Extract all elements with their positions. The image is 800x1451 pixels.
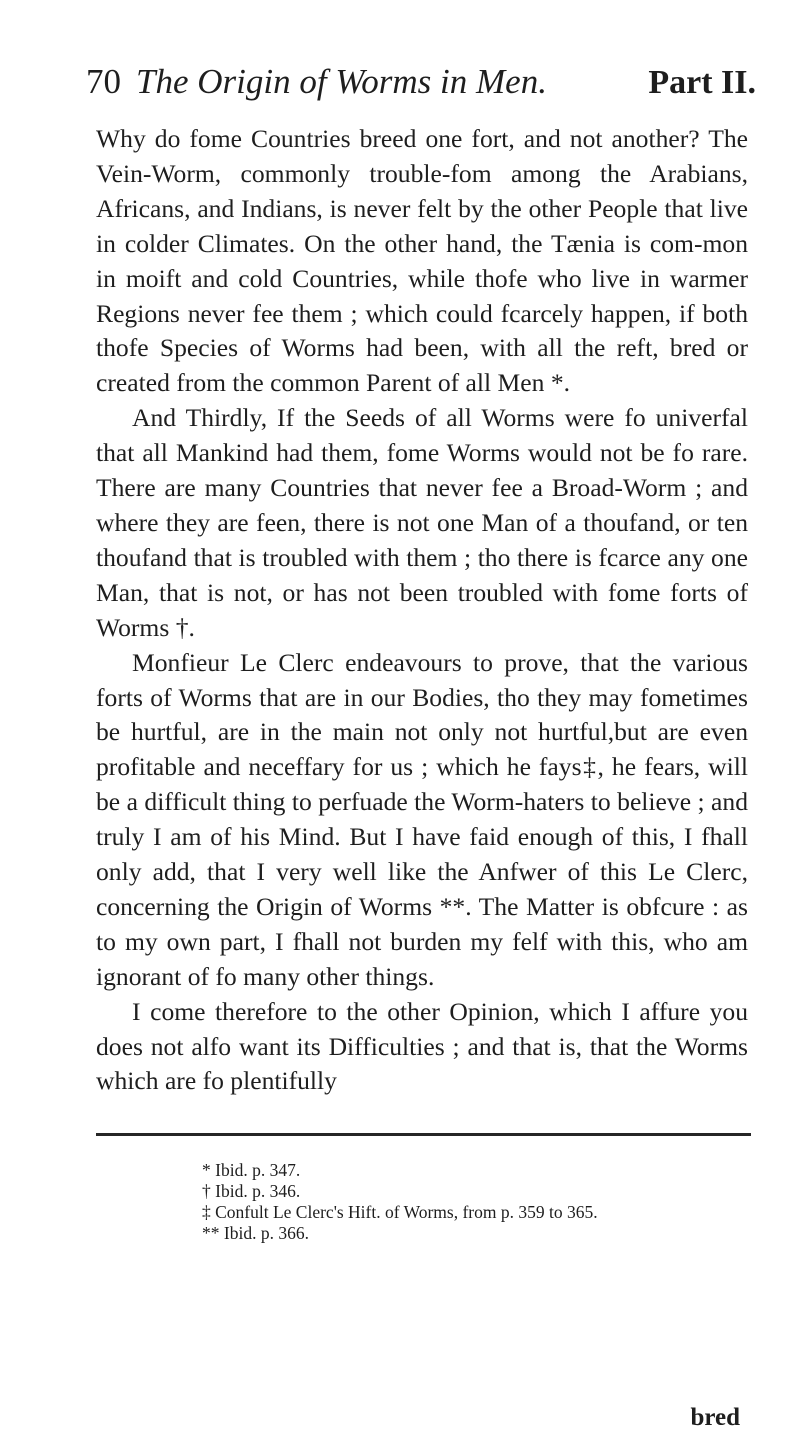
body-text (96, 122, 748, 1099)
footnote-mark: ** (202, 1223, 220, 1244)
running-head (86, 62, 756, 120)
footnote (202, 1202, 756, 1223)
footnote-text: Ibid. p. 366. (223, 1223, 309, 1244)
footnote-mark: ‡ (202, 1202, 211, 1223)
footnote (202, 1181, 756, 1202)
running-title: The Origin of Worms in Men. (136, 62, 547, 101)
paragraph: And Thirdly, If the Seeds of all Worms were fo univerfal that all Mankind had them, fome Worms would not be fo rare. There are many Countries that never fee a Broad-Worm ; and where they are feen, there is not one Man of a thoufand, or ten thoufand that is troubled with them ; tho there is fcarce any one Man, that is not, or has not been troubled with fome forts of Worms †. (96, 403, 748, 642)
footnote-mark: † (202, 1181, 211, 1202)
paragraph: Monfieur Le Clerc endeavours to prove, that the various forts of Worms that are in our Bodies, tho they may fometimes be hurtful, are in the main not only not hurtful,but are even profitable and neceffary for us ; which he fays‡, he fears, will be a difficult thing to perfuade the Worm-haters to believe ; and truly I am of his Mind. But I have faid enough of this, I fhall only add, that I very well like the Anfwer of this Le Clerc, concerning the Origin of Worms **. The Matter is obfcure : as to my own part, I fhall not burden my felf with this, who am ignorant of fo many other things. (96, 647, 748, 991)
footnote (202, 1223, 756, 1244)
footnote-text: Confult Le Clerc's Hift. of Worms, from p. 359 to 365. (215, 1202, 598, 1223)
footnotes (202, 1160, 756, 1244)
paragraph: I come therefore to the other Opinion, which I affure you does not alfo want its Difficulties ; and that is, that the Worms which are fo plentifully (96, 996, 748, 1096)
part-label: Part II. (648, 64, 756, 101)
paragraph: Why do fome Countries breed one fort, and not another? The Vein-Worm, commonly trouble-fom among the Arabians, Africans, and Indians, is never felt by the other People that live in colder Climates. On the other hand, the Tænia is com-mon in moift and cold Countries, while thofe who live in warmer Regions never fee them ; which could fcarcely happen, if both thofe Species of Worms had been, with all the reft, bred or created from the common Parent of all Men *. (96, 124, 748, 398)
footnote-divider (96, 1133, 751, 1136)
footnote-mark: * (202, 1160, 211, 1181)
footnote-text: Ibid. p. 346. (215, 1181, 301, 1202)
footnote (202, 1160, 756, 1181)
footnote-text: Ibid. p. 347. (215, 1160, 301, 1181)
catchword: bred (690, 1404, 740, 1431)
page-number: 70 (86, 62, 121, 101)
